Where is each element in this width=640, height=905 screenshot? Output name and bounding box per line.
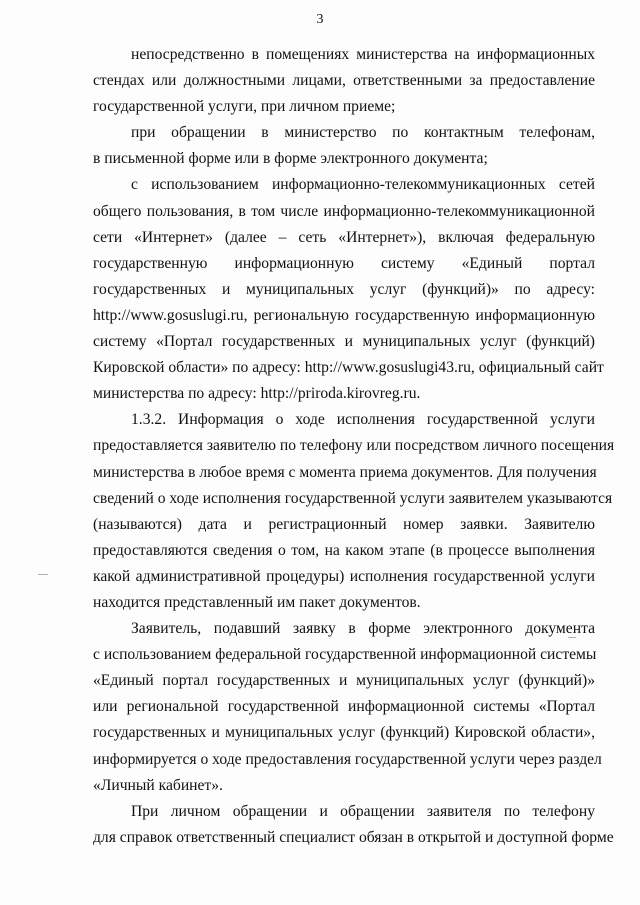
text-line: сети «Интернет» (далее – сеть «Интернет»), включая федеральную: [93, 228, 595, 246]
text-line: при обращении в министерство по контактным телефонам,: [131, 124, 595, 142]
body-text: [93, 42, 615, 851]
text-line: с использованием федеральной государственной информационной системы: [93, 646, 597, 664]
text-line: (называются) дата и регистрационный номер заявки. Заявителю: [93, 515, 595, 533]
text-line: или региональной государственной информационной системы «Портал: [93, 698, 595, 716]
text-line: http://www.gosuslugi.ru, региональную государственную информационную: [93, 306, 595, 324]
text-line: предоставляются сведения о том, на каком этапе (в процессе выполнения: [93, 541, 595, 559]
text-line: министерства по адресу: http://priroda.kirovreg.ru.: [93, 385, 421, 403]
text-line: находится представленный им пакет документов.: [93, 593, 421, 611]
text-line: стендах или должностными лицами, ответственными за предоставление: [93, 72, 595, 90]
text-line: для справок ответственный специалист обязан в открытой и доступной форме: [93, 828, 614, 846]
text-line: какой административной процедуры) исполнения государственной услуги: [93, 567, 595, 585]
text-line: министерства в любое время с момента приема документов. Для получения: [93, 463, 597, 481]
text-line: в письменной форме или в форме электронного документа;: [93, 150, 488, 168]
text-line: Кировской области» по адресу: http://www.gosuslugi43.ru, официальный сайт: [93, 359, 604, 377]
text-line: общего пользования, в том числе информационно-телекоммуникационной: [93, 202, 595, 220]
text-line: «Единый портал государственных и муниципальных услуг (функций)»: [93, 672, 595, 690]
text-line: 1.3.2. Информация о ходе исполнения государственной услуги: [131, 411, 595, 429]
text-line: с использованием информационно-телекоммуникационных сетей: [131, 176, 595, 194]
text-line: Заявитель, подавший заявку в форме электронного документа: [131, 620, 595, 638]
text-line: государственной услуги, при личном приеме;: [93, 98, 396, 116]
scan-artifact: [38, 574, 48, 575]
scan-artifact: [568, 637, 576, 638]
text-line: государственных и муниципальных услуг (функций) Кировской области»,: [93, 724, 595, 742]
text-line: систему «Портал государственных и муниципальных услуг (функций): [93, 333, 595, 351]
text-line: сведений о ходе исполнения государственной услуги заявителем указываются: [93, 489, 613, 507]
text-line: информируется о ходе предоставления государственной услуги через раздел: [93, 750, 602, 768]
text-line: государственную информационную систему «Единый портал: [93, 254, 595, 272]
text-line: «Личный кабинет».: [93, 776, 223, 794]
text-line: При личном обращении и обращении заявителя по телефону: [131, 802, 595, 820]
text-line: непосредственно в помещениях министерства на информационных: [131, 46, 595, 63]
text-line: государственных и муниципальных услуг (функций)» по адресу:: [93, 280, 595, 298]
text-line: предоставляется заявителю по телефону или посредством личного посещения: [93, 437, 615, 455]
page-number: 3: [316, 12, 324, 27]
